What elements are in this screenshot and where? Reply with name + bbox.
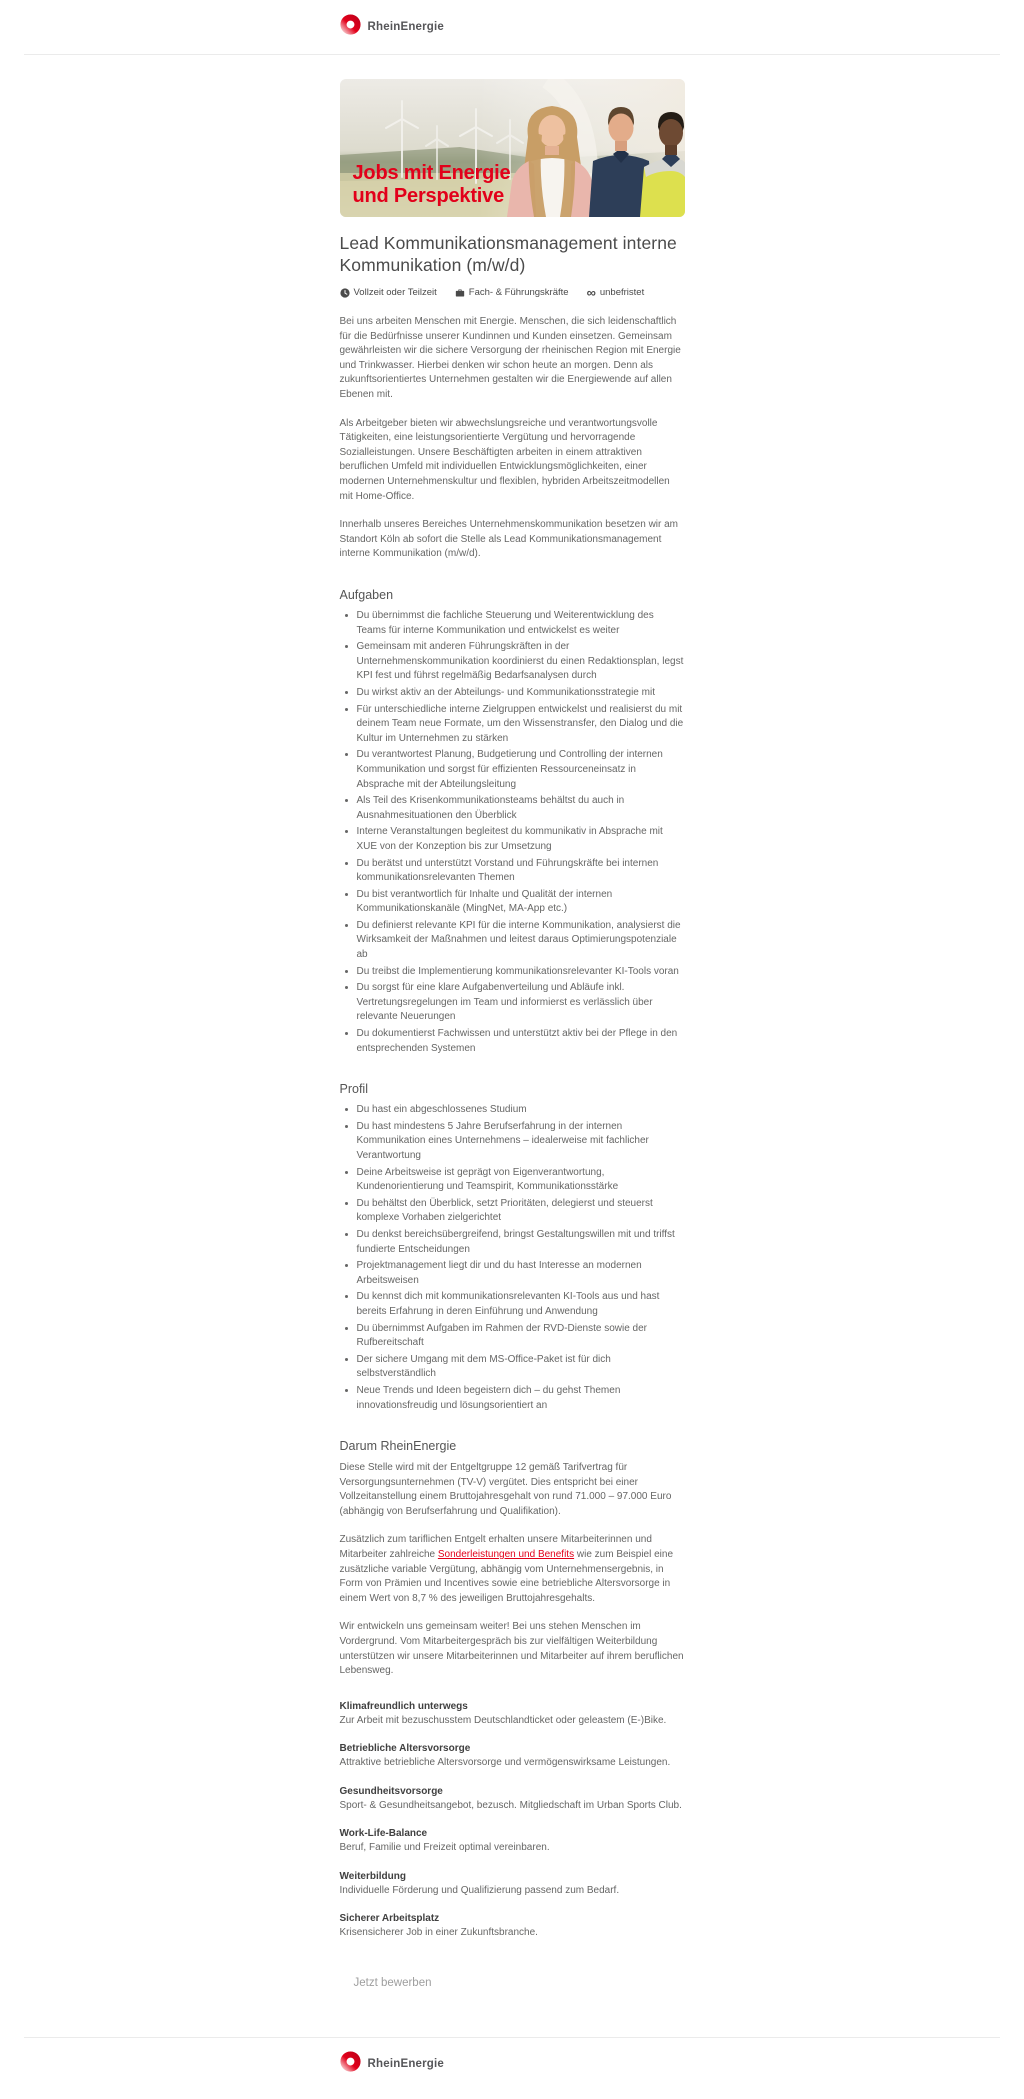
benefit-title: Weiterbildung [339, 1870, 406, 1882]
list-item: • Du definierst relevante KPI für die interne Kommunikation, analysierst die Wirksamkeit der Maßnahmen und leitest daraus Optimierungspotenziale ab [357, 919, 685, 963]
meta-career-level [455, 287, 569, 298]
intro-paragraph: Bei uns arbeiten Menschen mit Energie. Menschen, die sich leidenschaftlich für die Bedürfnisse unserer Kundinnen und Kunden einsetzen. Gemeinsam gewährleisten wir die sichere Versorgung der rheinischen Region mit Energie und Trinkwasser. Hierbei denken wir schon heute an morgen. Denn als zukunftsorientiertes Unternehmen gestalten wir die Energiewende auf allen Ebenen mit. [339, 316, 681, 401]
benefit-title: Gesundheitsvorsorge [339, 1785, 443, 1797]
list-item: • Du bist verantwortlich für Inhalte und Qualität der internen Kommunikationskanäle (MingNet, MA-App etc.) [357, 888, 685, 917]
benefit-text: Beruf, Familie und Freizeit optimal vereinbaren. [339, 1842, 550, 1854]
section-aufgaben [340, 588, 685, 1056]
meta-contract-type [586, 284, 645, 300]
apply-button[interactable]: Jetzt bewerben [353, 1976, 432, 1989]
section-heading-aufgaben: Aufgaben [339, 588, 394, 602]
header-logo[interactable] [340, 14, 445, 40]
briefcase-icon [455, 288, 465, 298]
clock-icon [340, 288, 350, 298]
list-item: • Für unterschiedliche interne Zielgruppen entwickelst und realisierst du mit deinem Team neue Formate, um den Wissenstransfer, den Dialog und die Kultur im Unternehmen zu stärken [357, 703, 685, 747]
section-darum-rheinenergie [340, 1439, 685, 1941]
benefit-title: Klimafreundlich unterwegs [339, 1700, 468, 1712]
rheinenergie-logo-icon [340, 2051, 361, 2077]
footer-logo[interactable] [340, 2051, 445, 2077]
list-item: • Du sorgst für eine klare Aufgabenverteilung und Abläufe inkl. Vertretungsregelungen im Team und informierst es verlässlich über relevante Neuerungen [357, 981, 685, 1025]
benefit-altersvorsorge [340, 1743, 685, 1771]
meta-contract-type-label: unbefristet [599, 287, 645, 299]
list-item: • Du denkst bereichsübergreifend, bringst Gestaltungswillen mit und triffst fundierte Entscheidungen [357, 1228, 685, 1257]
benefit-work-life-balance [340, 1828, 685, 1856]
benefit-text: Sport- & Gesundheitsangebot, bezusch. Mitgliedschaft im Urban Sports Club. [339, 1799, 682, 1811]
darum-paragraph [340, 1533, 685, 1606]
benefit-title: Betriebliche Altersvorsorge [339, 1743, 471, 1755]
infinity-icon: ∞ [586, 284, 596, 300]
list-item: • Du treibst die Implementierung kommunikationsrelevanter KI-Tools voran [357, 965, 685, 980]
aufgaben-list [340, 609, 685, 1056]
job-title: Lead Kommunikationsmanagement interne Kommunikation (m/w/d) [339, 233, 677, 276]
header-logo-text: RheinEnergie [367, 21, 445, 33]
meta-employment-type [340, 287, 437, 298]
darum-paragraph-text: wie zum Beispiel eine zusätzliche variable Vergütung, abhängig vom Unternehmensergebnis, in Form von Prämien und Incentives sowie eine betriebliche Altersvorsorge in einem Wert von 8,7 % des jeweiligen Bruttojahresgehalts. [339, 1549, 674, 1604]
list-item: • Du behältst den Überblick, setzt Prioritäten, delegierst und steuerst komplexe Vorhaben zielgerichtet [357, 1197, 685, 1226]
darum-paragraph: Diese Stelle wird mit der Entgeltgruppe 12 gemäß Tarifvertrag für Versorgungsunternehmen (TV-V) vergütet. Dies entspricht bei einer Vollzeitanstellung einem Bruttojahresgehalt von rund 71.000 – 97.000 Euro (abhängig von Berufserfahrung und Qualifikation). [339, 1462, 672, 1517]
list-item: • Gemeinsam mit anderen Führungskräften in der Unternehmenskommunikation koordinierst du einen Redaktionsplan, legst KPI fest und führst regelmäßig Bedarfsanalysen durch [357, 640, 685, 684]
benefit-text: Krisensicherer Job in einer Zukunftsbranche. [339, 1927, 538, 1939]
darum-paragraph-text: Zusätzlich zum tariflichen Entgelt erhalten unsere Mitarbeiterinnen und Mitarbeiter zahlreiche [339, 1534, 652, 1561]
list-item: • Als Teil des Krisenkommunikationsteams behältst du auch in Ausnahmesituationen den Überblick [357, 794, 685, 823]
benefit-text: Zur Arbeit mit bezuschusstem Deutschlandticket oder geleastem (E-)Bike. [339, 1714, 667, 1726]
list-item: • Du hast mindestens 5 Jahre Berufserfahrung in der internen Kommunikation eines Unternehmens – idealerweise mit fachlicher Verantwortung [357, 1120, 685, 1164]
section-heading-darum: Darum RheinEnergie [339, 1439, 457, 1454]
site-footer [0, 1991, 1024, 2099]
site-header [0, 0, 1024, 55]
meta-employment-type-label: Vollzeit oder Teilzeit [353, 287, 437, 299]
list-item: • Projektmanagement liegt dir und du hast Interesse an modernen Arbeitsweisen [357, 1259, 685, 1288]
list-item: • Interne Veranstaltungen begleitest du kommunikativ in Absprache mit XUE von der Konzeption bis zur Umsetzung [357, 825, 685, 854]
list-item: • Neue Trends und Ideen begeistern dich – du gehst Themen innovationsfreudig und lösungsorientiert an [357, 1384, 685, 1413]
list-item: • Du übernimmst die fachliche Steuerung und Weiterentwicklung des Teams für interne Kommunikation und entwickelst es weiter [357, 609, 685, 638]
list-item: • Du übernimmst Aufgaben im Rahmen der RVD-Dienste sowie der Rufbereitschaft [357, 1322, 685, 1351]
hero-tagline-line2: und Perspektive [352, 184, 505, 207]
benefits-link[interactable]: Sonderleistungen und Benefits [437, 1549, 575, 1561]
hero-tagline [353, 162, 511, 208]
benefit-text: Attraktive betriebliche Altersvorsorge und vermögenswirksame Leistungen. [339, 1757, 671, 1769]
benefit-weiterbildung [340, 1871, 685, 1899]
list-item: • Deine Arbeitsweise ist geprägt von Eigenverantwortung, Kundenorientierung und Teamspirit, Kommunikationsstärke [357, 1166, 685, 1195]
meta-career-level-label: Fach- & Führungskräfte [468, 287, 569, 299]
rheinenergie-logo-icon [340, 14, 361, 40]
footer-logo-text: RheinEnergie [367, 2057, 445, 2070]
list-item: • Du verantwortest Planung, Budgetierung und Controlling der internen Kommunikation und sorgst für effizienten Ressourceneinsatz in Absprache mit der Abteilungsleitung [357, 748, 685, 792]
benefit-gesundheitsvorsorge [340, 1786, 685, 1814]
job-posting-main [0, 55, 1024, 1991]
section-heading-profil: Profil [339, 1082, 368, 1097]
benefit-text: Individuelle Förderung und Qualifizierung passend zum Bedarf. [339, 1884, 620, 1896]
hero-image [340, 79, 685, 217]
darum-paragraph: Wir entwickeln uns gemeinsam weiter! Bei uns stehen Menschen im Vordergrund. Vom Mitarbeitergespräch bis zur vielfältigen Weiterbildung unterstützen wir unsere Mitarbeiterinnen und Mitarbeiter auf ihrem beruflichen Lebensweg. [339, 1621, 684, 1677]
benefit-title: Work-Life-Balance [339, 1828, 428, 1840]
hero-tagline-line1: Jobs mit Energie [352, 161, 511, 184]
list-item: • Du dokumentierst Fachwissen und unterstützt aktiv bei der Pflege in den entsprechenden Systemen [357, 1027, 685, 1056]
job-meta-row [340, 284, 685, 300]
section-profil [340, 1082, 685, 1413]
list-item: • Du berätst und unterstützt Vorstand und Führungskräfte bei internen kommunikationsrelevanten Themen [357, 857, 685, 886]
intro-paragraph: Innerhalb unseres Bereiches Unternehmenskommunikation besetzen wir am Standort Köln ab sofort die Stelle als Lead Kommunikationsmanagement interne Kommunikation (m/w/d). [339, 519, 679, 560]
list-item: • Du hast ein abgeschlossenes Studium [357, 1103, 685, 1118]
list-item: • Du wirkst aktiv an der Abteilungs- und Kommunikationsstrategie mit [357, 686, 685, 701]
intro-paragraph: Als Arbeitgeber bieten wir abwechslungsreiche und verantwortungsvolle Tätigkeiten, eine leistungsorientierte Vergütung und hervorragende Sozialleistungen. Unsere Beschäftigten arbeiten in einem attraktiven beruflichen Umfeld mit individuellen Entwicklungsmöglichkeiten, einer modernen Unternehmenskultur und flexiblen, hybriden Arbeitszeitmodellen mit Home-Office. [339, 417, 670, 502]
benefit-klimafreundlich [340, 1701, 685, 1729]
benefit-title: Sicherer Arbeitsplatz [339, 1913, 440, 1925]
benefit-sicherer-arbeitsplatz [340, 1913, 685, 1941]
list-item: • Du kennst dich mit kommunikationsrelevanten KI-Tools aus und hast bereits Erfahrung in deren Einführung und Anwendung [357, 1290, 685, 1319]
profil-list [340, 1103, 685, 1413]
list-item: • Der sichere Umgang mit dem MS-Office-Paket ist für dich selbstverständlich [357, 1353, 685, 1382]
